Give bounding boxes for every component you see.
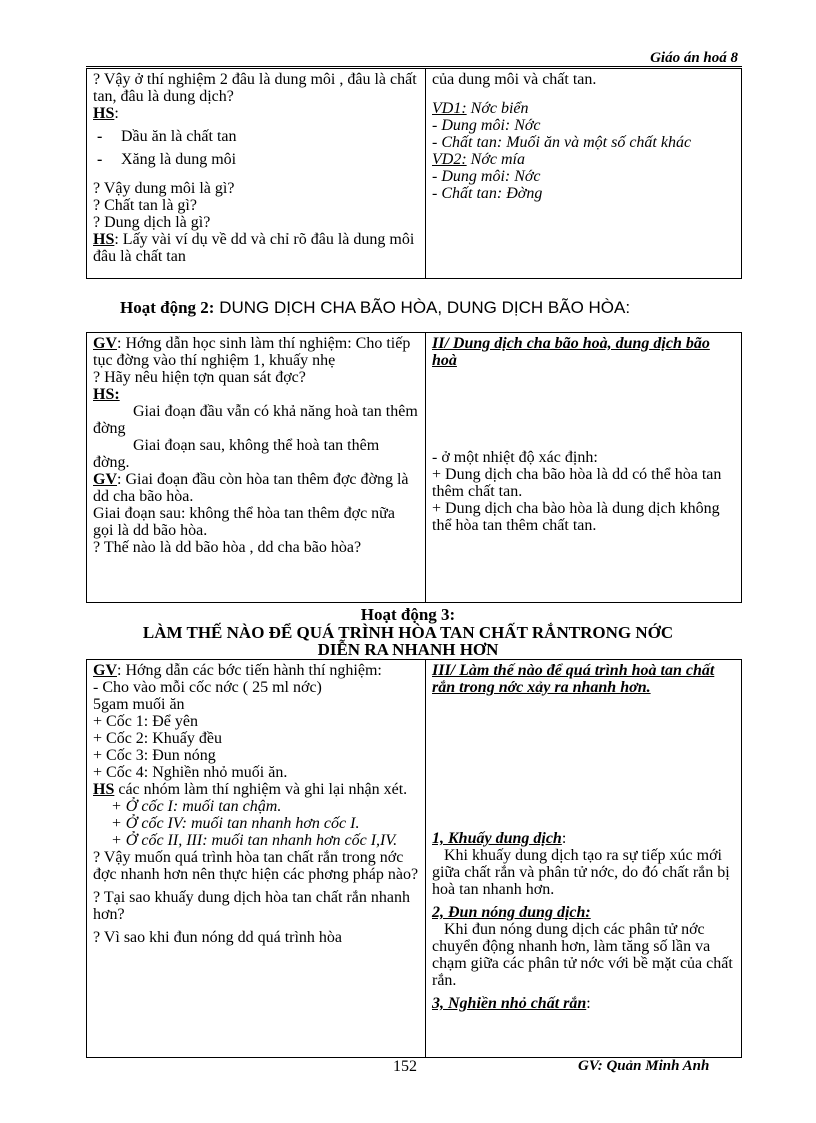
hs-answer: HS: Lấy vài ví dụ về dd và chỉ rõ đâu là dung môi đâu là chất tan [93, 231, 415, 265]
section3-left-cell [87, 660, 426, 1058]
section2-right-cell [426, 333, 742, 603]
body-text: 5gam muối ăn [93, 696, 185, 713]
observation: + Ở cốc IV: muối tan nhanh hơn cốc I. [111, 815, 360, 832]
list-item: + Cốc 1: Để yên [93, 713, 198, 730]
observation: + Ở cốc II, III: muối tan nhanh hơn cốc I,IV. [111, 832, 398, 849]
body-text: - Cho vào mỗi cốc nớc ( 25 ml nớc) [93, 679, 322, 696]
question-text: ? Vì sao khi đun nóng dd quá trình hòa [93, 929, 343, 946]
body-text: Giai đoạn sau: không thể hòa tan thêm đợc nữa gọi là dd bão hòa. [93, 505, 395, 539]
section3-right-cell [426, 660, 742, 1058]
question-text: ? Tại sao khuấy dung dịch hòa tan chất rắn nhanh hơn? [93, 889, 410, 923]
section-heading: III/ Làm thế nào để quá trình hoà tan chất rắn trong nớc xảy ra nhanh hơn. [432, 662, 715, 696]
hs-label: HS: [93, 386, 120, 403]
subheading: 1, Khuấy dung dịch: [432, 830, 567, 847]
subheading: 2, Đun nóng dung dịch: [432, 904, 591, 921]
body-text: của dung môi và chất tan. [432, 71, 597, 88]
question-text: ? Thế nào là dd bão hòa , dd cha bão hòa? [93, 539, 362, 556]
body-text: Giai đoạn đầu vẫn có khả năng hoà tan thêm đờng [93, 403, 418, 437]
question-text: ? Dung dịch là gì? [93, 214, 211, 231]
question-text: ? Chất tan là gì? [93, 197, 197, 214]
section3-table [86, 659, 742, 1058]
activity3-title: Hoạt động 3: [360, 605, 456, 624]
section2-left-cell [87, 333, 426, 603]
body-text: - ở một nhiệt độ xác định: [432, 449, 598, 466]
example-line: - Chất tan: Đờng [432, 185, 543, 202]
hs-label: HS: [93, 105, 119, 122]
list-item: + Cốc 3: Đun nóng [93, 747, 216, 764]
hs-note: HS các nhóm làm thí nghiệm và ghi lại nhận xét. [93, 781, 408, 798]
body-text: + Dung dịch cha bão hòa là dd có thể hòa tan thêm chất tan. [432, 466, 722, 500]
body-text: Khi khuấy dung dịch tạo ra sự tiếp xúc mới giữa chất rắn và phân tử nớc, do đó chất rắn bị hoà tan nhanh hơn. [432, 847, 730, 898]
example-line: - Dung môi: Nớc [432, 168, 541, 185]
list-item: - Dầu ăn là chất tan [93, 128, 419, 145]
question-text: ? Vậy dung môi là gì? [93, 180, 235, 197]
example-line: - Dung môi: Nớc [432, 117, 541, 134]
question-text: ? Vậy muốn quá trình hòa tan chất rắn trong nớc đợc nhanh hơn nên thực hiện các phơng pháp nào? [93, 849, 419, 883]
section1-left-cell [87, 69, 426, 279]
example-1: VD1: Nớc biển [432, 100, 529, 117]
activity3-subtitle: LÀM THẾ NÀO ĐỂ QUÁ TRÌNH HÒA TAN CHẤT RẮNTRONG NỚC DIỄN RA NHANH HƠN [142, 623, 674, 659]
gv-instruction: GV: Hớng dẫn học sinh làm thí nghiệm: Cho tiếp tục đờng vào thí nghiệm 1, khuấy nhẹ [93, 335, 411, 369]
gv-note: GV: Giai đoạn đầu còn hòa tan thêm đợc đờng là dd cha bão hòa. [93, 471, 409, 505]
gv-instruction: GV: Hớng dẫn các bớc tiến hành thí nghiệm: [93, 662, 382, 679]
question-text: ? Hãy nêu hiện tợn quan sát đợc? [93, 369, 306, 386]
footer-author: GV: Quản Minh Anh [578, 1058, 710, 1074]
observation: + Ở cốc I: muối tan chậm. [111, 798, 282, 815]
section1-right-cell [426, 69, 742, 279]
body-text: Giai đoạn sau, không thể hoà tan thêm đờng. [93, 437, 380, 471]
page-number: 152 [393, 1058, 417, 1075]
activity2-heading: Hoạt động 2: DUNG DỊCH CHA BÃO HÒA, DUNG DỊCH BÃO HÒA: [120, 298, 631, 317]
section-heading: II/ Dung dịch cha bão hoà, dung dịch bão hoà [432, 335, 710, 369]
list-item: - Xăng là dung môi [93, 151, 419, 168]
section2-table [86, 332, 742, 603]
header-rule [86, 66, 742, 67]
header-title: Giáo án hoá 8 [650, 50, 738, 66]
body-text: + Dung dịch cha bào hòa là dung dịch không thể hòa tan thêm chất tan. [432, 500, 720, 534]
list-item: + Cốc 2: Khuấy đều [93, 730, 222, 747]
section1-table [86, 68, 742, 279]
example-2: VD2: Nớc mía [432, 151, 525, 168]
list-item: + Cốc 4: Nghiền nhỏ muối ăn. [93, 764, 288, 781]
question-text: ? Vậy ở thí nghiệm 2 đâu là dung môi , đâu là chất tan, đâu là dung dịch? [93, 71, 417, 105]
example-line: - Chất tan: Muối ăn và một số chất khác [432, 134, 692, 151]
subheading: 3, Nghiền nhỏ chất rắn: [432, 995, 591, 1012]
body-text: Khi đun nóng dung dịch các phân tử nớc chuyển động nhanh hơn, làm tăng số lần va chạm giữa các phân tử nớc với bề mặt của chất rắn. [432, 921, 733, 989]
